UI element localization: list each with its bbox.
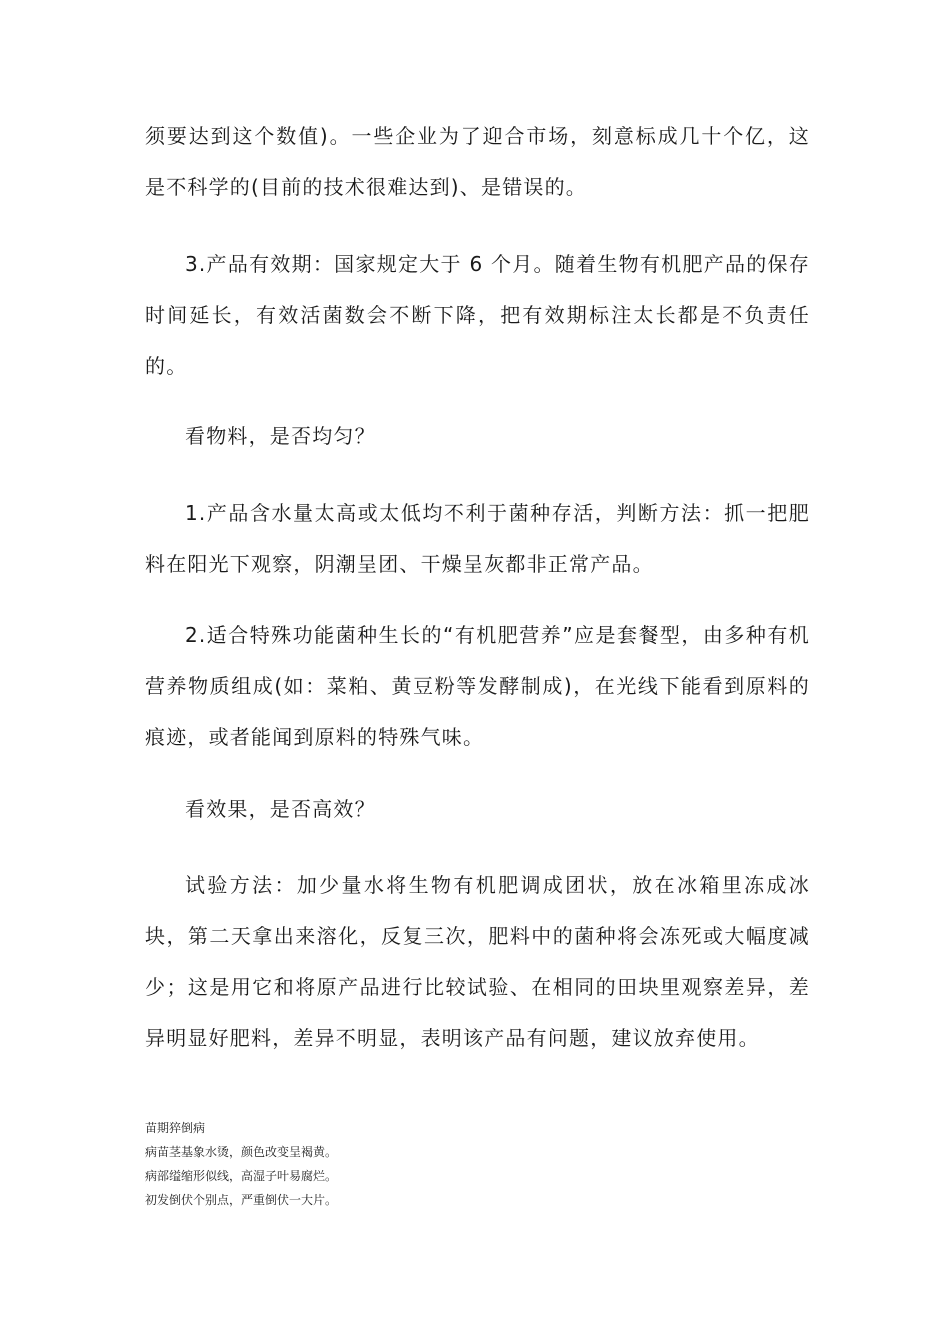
footnote-line: 病部缢缩形似线，高湿子叶易腐烂。 xyxy=(145,1169,338,1183)
footnote-verse xyxy=(145,1116,545,1212)
footnote-line: 病苗茎基象水烫，颜色改变呈褐黄。 xyxy=(145,1145,338,1159)
footnote-title: 苗期猝倒病 xyxy=(145,1121,206,1135)
paragraph-test-method: 试验方法：加少量水将生物有机肥调成团状，放在冰箱里冻成冰块，第二天拿出来溶化，反复三次，肥料中的菌种将会冻死或大幅度减少；这是用它和将原产品进行比较试验、在相同的田块里观察差异，差异明显好肥料，差异不明显，表明该产品有问题，建议放弃使用。 xyxy=(145,873,810,1050)
paragraph-nutrition: 2.适合特殊功能菌种生长的“有机肥营养”应是套餐型，由多种有机营养物质组成(如：菜粕、黄豆粉等发酵制成)，在光线下能看到原料的痕迹，或者能闻到原料的特殊气味。 xyxy=(145,623,810,749)
footnote-line: 初发倒伏个别点，严重倒伏一大片。 xyxy=(145,1193,338,1207)
paragraph-moisture: 1.产品含水量太高或太低均不利于菌种存活，判断方法：抓一把肥料在阳光下观察，阴潮呈团、干燥呈灰都非正常产品。 xyxy=(145,501,810,576)
paragraph-continuation: 须要达到这个数值)。一些企业为了迎合市场，刻意标成几十个亿，这是不科学的(目前的技术很难达到)、是错误的。 xyxy=(145,124,810,199)
paragraph-shelf-life: 3.产品有效期：国家规定大于 6 个月。随着生物有机肥产品的保存时间延长，有效活菌数会不断下降，把有效期标注太长都是不负责任的。 xyxy=(145,252,810,378)
heading-check-effect: 看效果，是否高效？ xyxy=(185,797,376,821)
heading-check-material: 看物料，是否均匀？ xyxy=(185,424,376,448)
